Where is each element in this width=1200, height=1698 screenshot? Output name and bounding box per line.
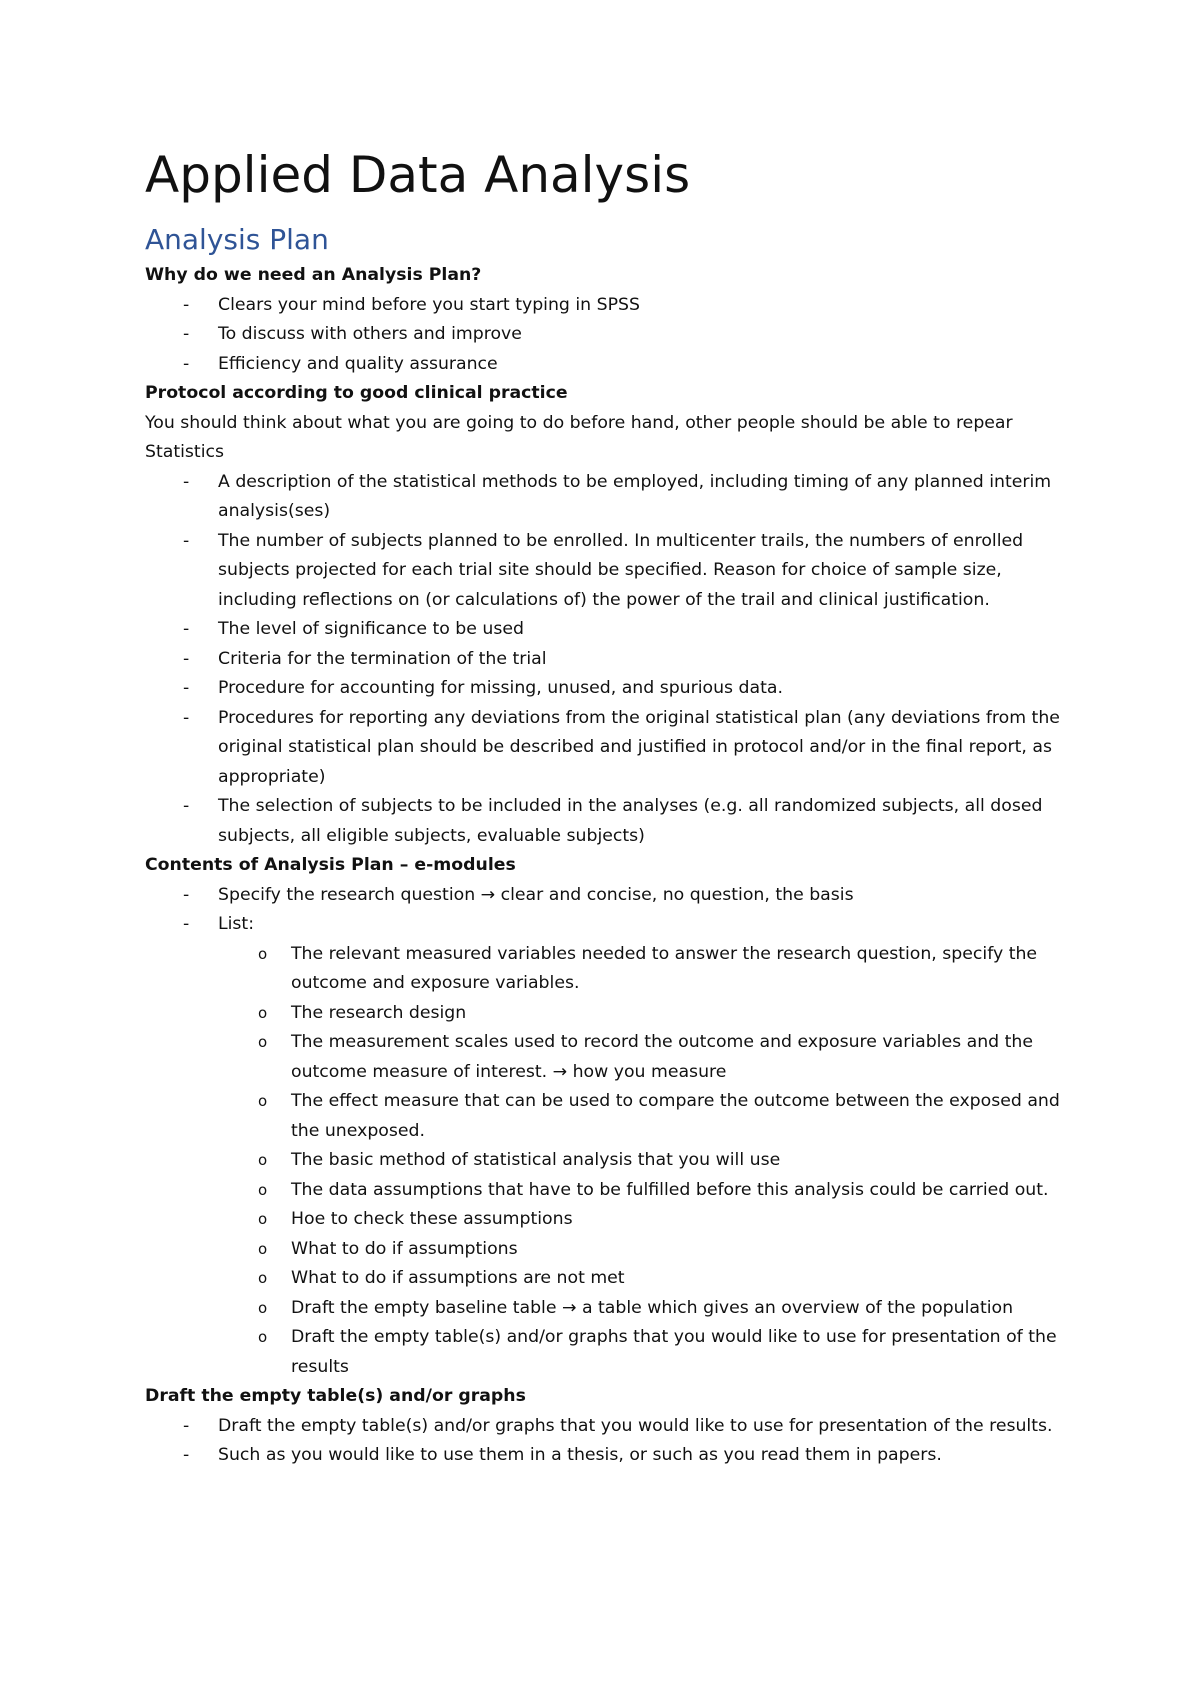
sublist-item [218, 1205, 1075, 1235]
sublist-item-text: The relevant measured variables needed to answer the research question, specify the outcome and exposure variables. [291, 943, 1038, 993]
dash-bullet: - [183, 530, 190, 551]
list-item-text: A description of the statistical methods to be employed, including timing of any planned interim analysis(ses) [218, 471, 1052, 521]
list-item-text: Such as you would like to use them in a thesis, or such as you read them in papers. [218, 1445, 942, 1465]
dash-bullet: - [183, 294, 190, 315]
list-item-text: Procedures for reporting any deviations from the original statistical plan (any deviations from the original statistical plan should be described and justified in protocol and/or in the final report, as appropriate) [218, 707, 1060, 787]
list-item-text: Criteria for the termination of the trial [218, 648, 547, 669]
sublist-item-text: Draft the empty baseline table → a table which gives an overview of the population [291, 1297, 1014, 1318]
document-title: Applied Data Analysis [145, 146, 691, 204]
statistics-list [145, 468, 1075, 852]
contents-sublist [218, 940, 1075, 1383]
list-item-text: The number of subjects planned to be enrolled. In multicenter trails, the numbers of enrolled subjects projected for each trial site should be specified. Reason for choice of sample size, including reflections on (or calculations of) the power of the trail and clinical justification. [218, 530, 1024, 610]
sublist-item [218, 1235, 1075, 1265]
dash-bullet: - [183, 707, 190, 728]
contents-list [145, 881, 1075, 1383]
sublist-item [218, 999, 1075, 1029]
list-item [145, 881, 1075, 911]
list-item [145, 350, 1075, 380]
sublist-item [218, 1028, 1075, 1087]
sublist-item [218, 1264, 1075, 1294]
circle-bullet: o [258, 1298, 268, 1317]
sublist-item-text: The basic method of statistical analysis that you will use [291, 1150, 781, 1170]
dash-bullet: - [183, 884, 190, 905]
sublist-item-text: What to do if assumptions are not met [291, 1268, 625, 1288]
list-item [145, 615, 1075, 645]
list-item-text: To discuss with others and improve [218, 324, 522, 344]
dash-bullet: - [183, 796, 190, 816]
circle-bullet: o [258, 1180, 268, 1199]
why-list [145, 291, 1075, 380]
list-item [145, 910, 1075, 1382]
list-item [145, 674, 1075, 704]
sublist-item [218, 1323, 1075, 1382]
list-item [145, 792, 1075, 851]
list-item-text: The selection of subjects to be included in the analyses (e.g. all randomized subjects, all dosed subjects, all eligible subjects, evaluable subjects) [218, 796, 1043, 846]
circle-bullet: o [258, 1092, 268, 1110]
section-heading-protocol: Protocol according to good clinical practice [145, 383, 568, 403]
circle-bullet: o [258, 944, 268, 963]
sublist-item-text: The data assumptions that have to be fulfilled before this analysis could be carried out. [291, 1179, 1049, 1200]
section-heading-why: Why do we need an Analysis Plan? [145, 265, 482, 285]
draft-list [145, 1412, 1075, 1471]
list-item-text: The level of significance to be used [218, 619, 524, 639]
list-item [145, 704, 1075, 793]
sublist-item [218, 1294, 1075, 1324]
dash-bullet: - [183, 619, 190, 639]
sublist-item [218, 1176, 1075, 1206]
dash-bullet: - [183, 914, 190, 934]
list-item [145, 320, 1075, 350]
statistics-label: Statistics [145, 442, 224, 462]
dash-bullet: - [183, 324, 190, 344]
sublist-item [218, 940, 1075, 999]
list-item [145, 1441, 1075, 1471]
circle-bullet: o [258, 1210, 268, 1228]
dash-bullet: - [183, 1415, 190, 1436]
circle-bullet: o [258, 1003, 268, 1022]
section-heading-draft: Draft the empty table(s) and/or graphs [145, 1386, 526, 1406]
sublist-item-text: The effect measure that can be used to compare the outcome between the exposed and the unexposed. [291, 1091, 1060, 1141]
document-subtitle: Analysis Plan [145, 223, 329, 256]
circle-bullet: o [258, 1239, 268, 1258]
dash-bullet: - [183, 1445, 190, 1465]
list-item-text: Efficiency and quality assurance [218, 353, 498, 374]
sublist-item [218, 1146, 1075, 1176]
dash-bullet: - [183, 648, 190, 669]
list-item [145, 1412, 1075, 1442]
dash-bullet: - [183, 471, 190, 492]
circle-bullet: o [258, 1328, 268, 1346]
sublist-item [218, 1087, 1075, 1146]
list-item [145, 291, 1075, 321]
list-item-text: List: [218, 914, 255, 934]
circle-bullet: o [258, 1151, 268, 1169]
circle-bullet: o [258, 1269, 268, 1287]
sublist-item-text: The research design [291, 1002, 467, 1023]
list-item [145, 468, 1075, 527]
list-item [145, 527, 1075, 616]
circle-bullet: o [258, 1033, 268, 1051]
dash-bullet: - [183, 678, 190, 698]
protocol-paragraph: You should think about what you are going to do before hand, other people should be able to repear [145, 412, 1013, 433]
list-item [145, 645, 1075, 675]
sublist-item-text: Draft the empty table(s) and/or graphs that you would like to use for presentation of the results [291, 1327, 1057, 1377]
list-item-text: Clears your mind before you start typing in SPSS [218, 294, 640, 315]
sublist-item-text: Hoe to check these assumptions [291, 1209, 573, 1229]
list-item-text: Draft the empty table(s) and/or graphs that you would like to use for presentation of the results. [218, 1415, 1053, 1436]
list-item-text: Specify the research question → clear and concise, no question, the basis [218, 884, 854, 905]
sublist-item-text: The measurement scales used to record the outcome and exposure variables and the outcome measure of interest. → how you measure [291, 1032, 1033, 1082]
document-body [145, 261, 1075, 1471]
document-page [145, 145, 1075, 1471]
list-item-text: Procedure for accounting for missing, unused, and spurious data. [218, 678, 783, 698]
sublist-item-text: What to do if assumptions [291, 1238, 518, 1259]
dash-bullet: - [183, 353, 190, 374]
section-heading-contents: Contents of Analysis Plan – e-modules [145, 855, 516, 875]
